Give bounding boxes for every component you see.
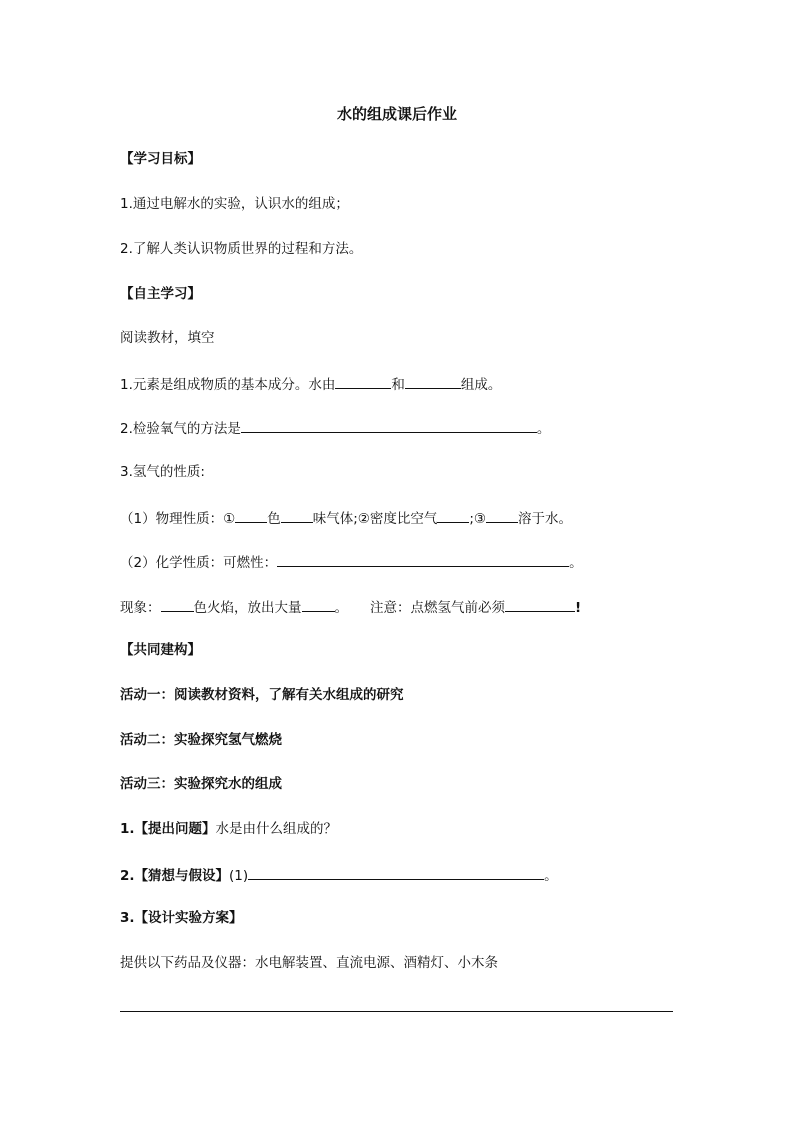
physical-text-d: ;③ — [469, 511, 487, 527]
goal-item-1: 1.通过电解水的实验，认识水的组成； — [120, 196, 349, 212]
step-1-text: 水是由什么组成的？ — [215, 821, 338, 837]
page-title: 水的组成课后作业 — [336, 105, 457, 123]
answer-blank[interactable] — [241, 418, 537, 433]
question-3-chemical — [120, 552, 583, 572]
section-heading-learning-goals: 【学习目标】 — [120, 151, 201, 167]
step-2-label: 2.【猜想与假设】 — [120, 868, 230, 884]
step-3: 3.【设计实验方案】 — [120, 910, 243, 926]
phenomenon-text-c: 。 — [334, 600, 348, 616]
question-1-text-c: 组成。 — [460, 377, 502, 393]
question-2-text-b: 。 — [536, 421, 551, 437]
activity-2: 活动二：实验探究氢气燃烧 — [120, 732, 282, 748]
supplies-line: 提供以下药品及仪器：水电解装置、直流电源、酒精灯、小木条 — [120, 955, 498, 971]
answer-blank[interactable] — [505, 597, 575, 612]
answer-blank[interactable] — [161, 597, 194, 612]
activity-1: 活动一：阅读教材资料，了解有关水组成的研究 — [120, 687, 404, 703]
phenomenon-text-e: ! — [575, 600, 582, 616]
physical-text-e: 溶于水。 — [518, 511, 573, 527]
activity-3: 活动三：实验探究水的组成 — [120, 776, 282, 792]
answer-blank[interactable] — [335, 374, 391, 389]
chemical-text-a: （2）化学性质：可燃性： — [120, 555, 278, 571]
phenomenon-text-b: 色火焰，放出大量 — [193, 600, 302, 616]
phenomenon-text-d: 注意：点燃氢气前必须 — [370, 600, 505, 616]
answer-blank[interactable] — [277, 552, 569, 567]
question-2-text-a: 2.检验氧气的方法是 — [120, 421, 241, 437]
answer-blank[interactable] — [437, 508, 469, 523]
question-1 — [120, 374, 501, 394]
step-1-label: 1.【提出问题】 — [120, 821, 216, 837]
step-2-text: (1) — [229, 868, 249, 884]
question-1-text-a: 1.元素是组成物质的基本成分。水由 — [120, 377, 336, 393]
question-3: 3.氢气的性质: — [120, 464, 205, 480]
section-heading-co-construct: 【共同建构】 — [120, 642, 201, 658]
answer-blank[interactable] — [302, 597, 335, 612]
answer-blank[interactable] — [486, 508, 518, 523]
section-heading-self-study: 【自主学习】 — [120, 286, 201, 302]
self-study-intro: 阅读教材，填空 — [120, 330, 215, 346]
question-1-text-b: 和 — [391, 377, 405, 393]
step-2 — [120, 865, 558, 885]
phenomenon-line — [120, 597, 581, 617]
chemical-text-b: 。 — [569, 555, 583, 571]
phenomenon-text-a: 现象： — [120, 600, 161, 616]
question-2 — [120, 418, 550, 438]
physical-text-c: 味气体;②密度比空气 — [312, 511, 438, 527]
answer-blank[interactable] — [281, 508, 313, 523]
step-2-end: 。 — [544, 868, 558, 884]
step-1 — [120, 820, 337, 838]
question-3-physical — [120, 508, 572, 528]
answer-blank[interactable] — [235, 508, 267, 523]
goal-item-2: 2.了解人类认识物质世界的过程和方法。 — [120, 241, 363, 257]
answer-blank[interactable] — [248, 865, 544, 880]
answer-blank[interactable] — [405, 374, 461, 389]
physical-text-b: 色 — [267, 511, 281, 527]
footer-rule — [120, 1011, 673, 1012]
physical-text-a: （1）物理性质：① — [120, 511, 236, 527]
